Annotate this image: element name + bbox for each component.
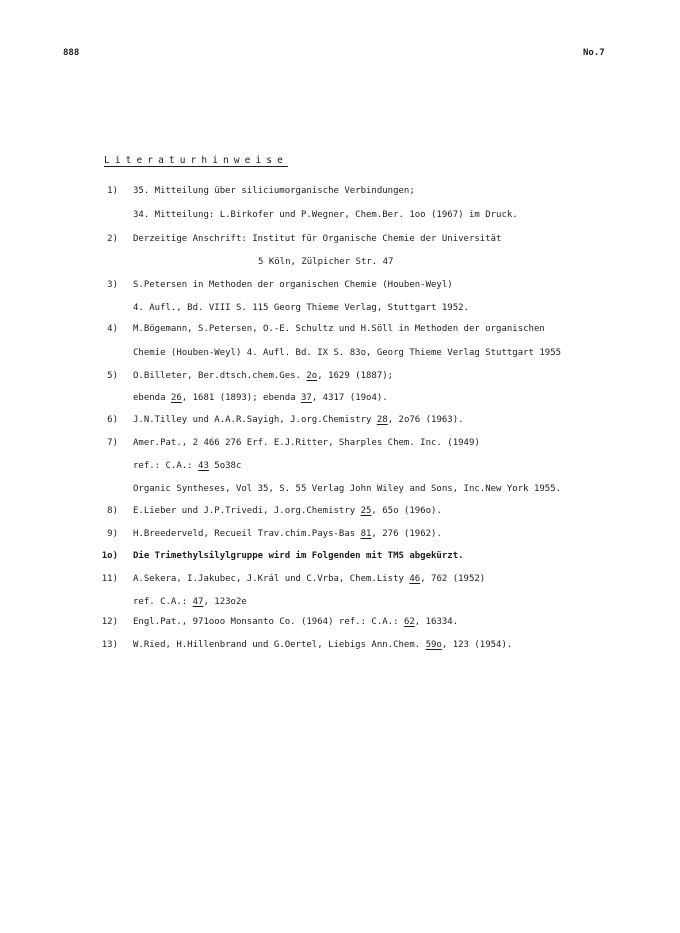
reference-number: 9) (107, 529, 118, 539)
volume-number: 47 (192, 597, 204, 607)
volume-number: 81 (360, 529, 372, 539)
text-run: , 1629 (1887); (317, 371, 394, 381)
reference-number: 7) (107, 438, 118, 448)
text-run: W.Ried, H.Hillenbrand und G.Oertel, Liebigs Ann.Chem. (133, 640, 426, 650)
text-run: , 123o2e (203, 597, 247, 607)
text-run: , 65o (196o). (371, 506, 442, 516)
section-heading: Literaturhinweise (104, 155, 288, 166)
reference-line: M.Bögemann, S.Petersen, O.-E. Schultz und H.Söll in Methoden der organischen (133, 324, 545, 334)
volume-number: 28 (376, 415, 388, 425)
text-run: , 4317 (19o4). (311, 393, 388, 403)
text-run: , 16334. (414, 617, 459, 627)
reference-number: 11) (101, 574, 118, 584)
reference-line (133, 617, 458, 627)
volume-number: 37 (301, 393, 312, 403)
page-number: 888 (63, 48, 80, 58)
text-run: Engl.Pat., 971ooo Monsanto Co. (1964) ref.: C.A.: (133, 617, 404, 627)
text-run: E.Lieber und J.P.Trivedi, J.org.Chemistry (133, 506, 361, 516)
reference-line: Die Trimethylsilylgruppe wird im Folgenden mit TMS abgekürzt. (133, 551, 464, 561)
volume-number: 25 (360, 506, 372, 516)
reference-line (133, 371, 393, 381)
issue-number: No.7 (583, 48, 605, 58)
reference-line (133, 415, 464, 425)
reference-number: 5) (107, 371, 118, 381)
reference-number: 2) (107, 234, 118, 244)
reference-line: 35. Mitteilung über siliciumorganische Verbindungen; (133, 186, 415, 196)
reference-line: S.Petersen in Methoden der organischen Chemie (Houben-Weyl) (133, 280, 453, 290)
reference-line (133, 529, 442, 539)
reference-number: 3) (107, 280, 118, 290)
text-run: 5o38c (208, 461, 242, 471)
text-run: A.Sekera, I.Jakubec, J.Král und C.Vrba, Chem.Listy (133, 574, 410, 584)
reference-line: Derzeitige Anschrift: Institut für Organische Chemie der Universität (133, 234, 502, 244)
volume-number: 46 (409, 574, 421, 584)
reference-number: 1o) (101, 551, 118, 561)
reference-number: 12) (101, 617, 118, 627)
volume-number: 2o (306, 371, 318, 381)
reference-line: 4. Aufl., Bd. VIII S. 115 Georg Thieme Verlag, Stuttgart 1952. (133, 303, 469, 313)
reference-line (133, 393, 388, 403)
reference-number: 4) (107, 324, 118, 334)
reference-number: 6) (107, 415, 118, 425)
reference-line (133, 506, 442, 516)
text-run: , 276 (1962). (371, 529, 442, 539)
reference-line: Chemie (Houben-Weyl) 4. Aufl. Bd. IX S. 83o, Georg Thieme Verlag Stuttgart 1955 (133, 348, 562, 358)
volume-number: 59o (425, 640, 442, 650)
text-run: , 762 (1952) (420, 574, 486, 584)
volume-number: 62 (403, 617, 415, 627)
reference-line (133, 597, 247, 607)
text-run: H.Breederveld, Recueil Trav.chim.Pays-Bas (133, 529, 361, 539)
volume-number: 26 (170, 393, 182, 403)
reference-line (133, 640, 512, 650)
reference-line: Amer.Pat., 2 466 276 Erf. E.J.Ritter, Sharples Chem. Inc. (1949) (133, 438, 480, 448)
text-run: ref. C.A.: (133, 597, 193, 607)
text-run: , 1681 (1893); ebenda (181, 393, 301, 403)
text-run: ref.: C.A.: (133, 461, 199, 471)
text-run: O.Billeter, Ber.dtsch.chem.Ges. (133, 371, 307, 381)
reference-line: 34. Mitteilung: L.Birkofer und P.Wegner, Chem.Ber. 1oo (1967) im Druck. (133, 210, 518, 220)
reference-line: 5 Köln, Zülpicher Str. 47 (258, 257, 394, 267)
text-run: , 123 (1954). (441, 640, 513, 650)
reference-number: 13) (101, 640, 118, 650)
reference-number: 8) (107, 506, 118, 516)
reference-line: Organic Syntheses, Vol 35, S. 55 Verlag John Wiley and Sons, Inc.New York 1955. (133, 484, 562, 494)
reference-line (133, 461, 241, 471)
text-run: ebenda (133, 393, 171, 403)
volume-number: 43 (198, 461, 209, 471)
reference-line (133, 574, 485, 584)
reference-number: 1) (107, 186, 118, 196)
text-run: , 2o76 (1963). (387, 415, 464, 425)
text-run: J.N.Tilley und A.A.R.Sayigh, J.org.Chemistry (133, 415, 377, 425)
